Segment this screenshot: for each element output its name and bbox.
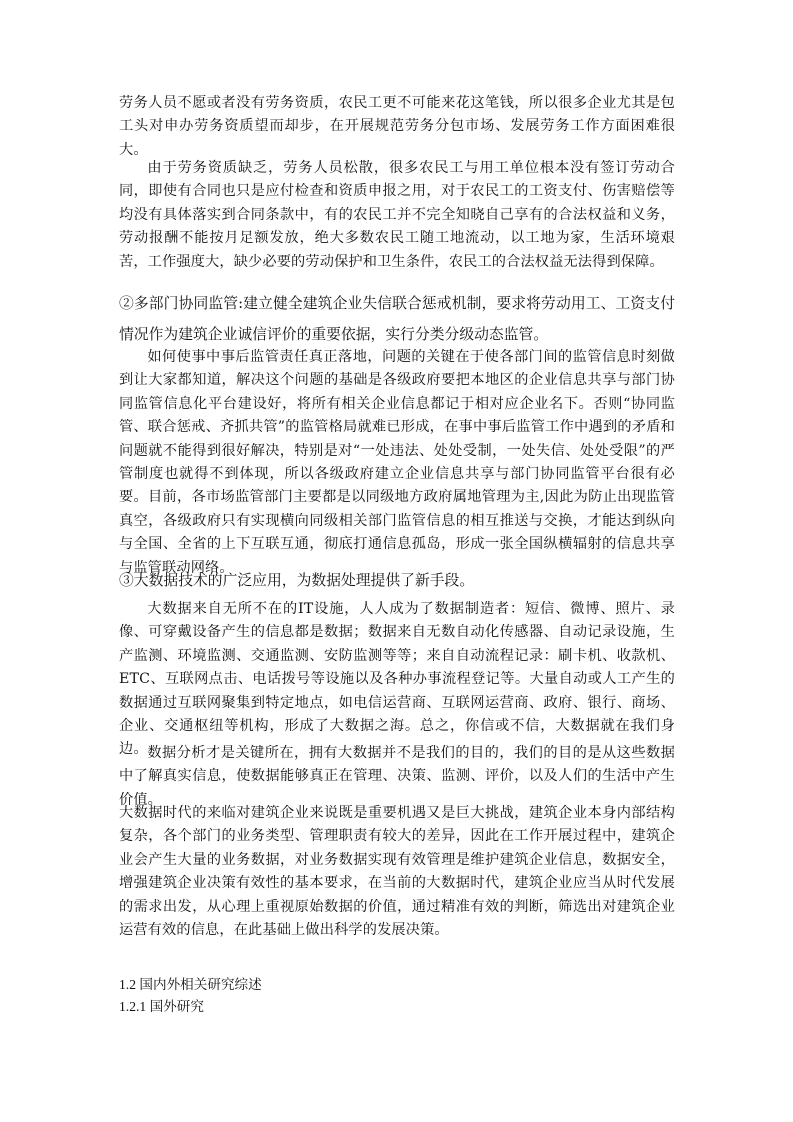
paragraph-labor-qualification: 劳务人员不愿或者没有劳务资质，农民工更不可能来花这笔钱，所以很多企业尤其是包工头对申办劳务资质望而却步，在开展规范劳务分包市场、发展劳务工作方面困难很大。 <box>119 95 675 158</box>
paragraph-construction-enterprise: 大数据时代的来临对建筑企业来说既是重要机遇又是巨大挑战，建筑企业本身内部结构复杂，各个部门的业务类型、管理职责有较大的差异，因此在工作开展过程中，建筑企业会产生大量的业务数据，对业务数据实现有效管理是维护建筑企业信息，数据安全，增强建筑企业决策有效性的基本要求，在当前的大数据时代，建筑企业应当从时代发展的需求出发，从心理上重视原始数据的价值，通过精准有效的判断，筛选出对建筑企业运营有效的信息，在此基础上做出科学的发展决策。 <box>119 805 675 939</box>
paragraph-data-analysis: 数据分析才是关键所在，拥有大数据并不是我们的目的，我们的目的是从这些数据中了解真实信息，使数据能够真正在管理、决策、监测、评价，以及人们的生活中产生价值。 <box>119 745 675 808</box>
paragraph-information-sharing: 如何使事中事后监管责任真正落地，问题的关键在于使各部门间的监管信息时刻做到让大家都知道，解决这个问题的基础是各级政府要把本地区的企业信息共享与部门协同监管信息化平台建设好，将所有相关企业信息都记于相对应企业名下。否则“协同监管、联合惩戒、齐抓共管”的监管格局就难已形成，在事中事后监管工作中遇到的矛盾和问题就不能得到很好解决，特别是对“一处违法、处处受制，一处失信、处处受限”的严管制度也就得不到体现，所以各级政府建立企业信息共享与部门协同监管平台很有必要。目前，各市场监管部门主要都是以同级地方政府属地管理为主,因此为防止出现监管真空，各级政府只有实现横向同级相关部门监管信息的相互推送与交换，才能达到纵向与全国、全省的上下互联互通，彻底打通信息孤岛，形成一张全国纵横辐射的信息共享与监管联动网络。 <box>119 349 675 576</box>
section-heading-1-2: 1.2 国内外相关研究综述 <box>119 977 262 992</box>
list-item-big-data-technology: ③大数据技术的广泛应用，为数据处理提供了新手段。 <box>119 572 475 589</box>
paragraph-big-data-sources: 大数据来自无所不在的IT设施，人人成为了数据制造者：短信、微博、照片、录像、可穿戴设备产生的信息都是数据；数据来自无数自动化传感器、自动记录设施，生产监测、环境监测、交通监测、安防监测等等；来自自动流程记录：刷卡机、收款机、ETC、互联网点击、电话拨号等设施以及各种办事流程登记等。大量自动或人工产生的数据通过互联网聚集到特定地点，如电信运营商、互联网运营商、政府、银行、商场、企业、交通枢纽等机构，形成了大数据之海。总之，你信或不信，大数据就在我们身边。 <box>119 601 675 758</box>
list-item-multi-department-supervision: ②多部门协同监管:建立健全建筑企业失信联合惩戒机制，要求将劳动用工、工资支付情况作为建筑企业诚信评价的重要依据，实行分类分级动态监管。 <box>119 295 675 343</box>
paragraph-labor-contracts: 由于劳务资质缺乏，劳务人员松散，很多农民工与用工单位根本没有签订劳动合同，即使有合同也只是应付检查和资质申报之用，对于农民工的工资支付、伤害赔偿等均没有具体落实到合同条款中，有的农民工并不完全知晓自己享有的合法权益和义务，劳动报酬不能按月足额发放，绝大多数农民工随工地流动，以工地为家，生活环境艰苦，工作强度大，缺少必要的劳动保护和卫生条件，农民工的合法权益无法得到保障。 <box>119 160 675 270</box>
section-heading-1-2-1: 1.2.1 国外研究 <box>119 999 204 1014</box>
